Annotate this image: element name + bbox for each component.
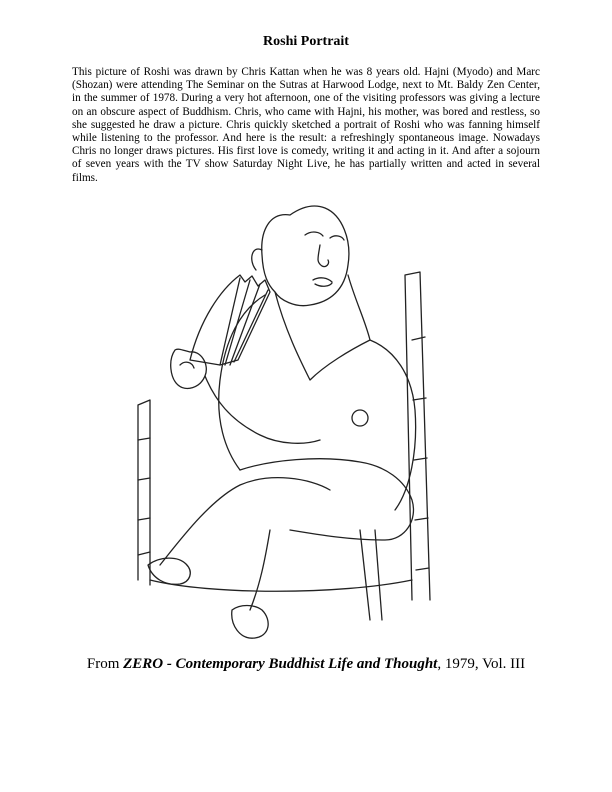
robe-collar xyxy=(275,275,370,380)
nose xyxy=(318,245,329,267)
intro-paragraph: This picture of Roshi was drawn by Chris Kattan when he was 8 years old. Hajni (Myodo) and Marc (Shozan) were attending The Seminar on the Sutras at Harwood Lodge, next to Mt. Baldy Zen Center, in the summer of 1978. During a very hot afternoon, one of the visiting professors was giving a lecture on an obscure aspect of Buddhism. Chris, who came with Hajni, his mother, was bored and restless, so she suggested he draw a picture. Chris quickly sketched a portrait of Roshi who was fanning himself while listening to the professor. And here is the result: a refreshingly spontaneous image. Nowadays Chris no longer draws pictures. His first love is comedy, writing it and acting in it. And after a sojourn of seven years with the TV show Saturday Night Live, he has partially written and acted in several films. xyxy=(72,66,540,184)
ear-outline xyxy=(252,249,262,270)
chair-rungs-left xyxy=(138,438,150,555)
mouth xyxy=(313,278,332,286)
head-outline xyxy=(262,206,349,306)
chair-leg-mid xyxy=(360,530,382,620)
source-caption xyxy=(0,656,612,673)
page-title: Roshi Portrait xyxy=(263,34,349,49)
chair-back-left xyxy=(138,400,150,585)
fan-ribs xyxy=(220,278,268,365)
lap xyxy=(240,459,413,540)
leg-left xyxy=(160,478,330,565)
eyes xyxy=(305,232,344,240)
chair-back-right xyxy=(405,272,430,600)
caption-publication-title: ZERO - Contemporary Buddhist Life and Thought xyxy=(123,656,438,672)
chair-seat xyxy=(150,580,412,591)
robe-medallion xyxy=(352,410,368,426)
caption-prefix: From xyxy=(86,656,124,672)
hand xyxy=(171,349,207,388)
caption-suffix: , 1979, Vol. III xyxy=(437,656,526,672)
robe-body xyxy=(219,295,416,510)
roshi-sketch-illustration xyxy=(120,200,480,650)
leg-right xyxy=(250,530,270,610)
